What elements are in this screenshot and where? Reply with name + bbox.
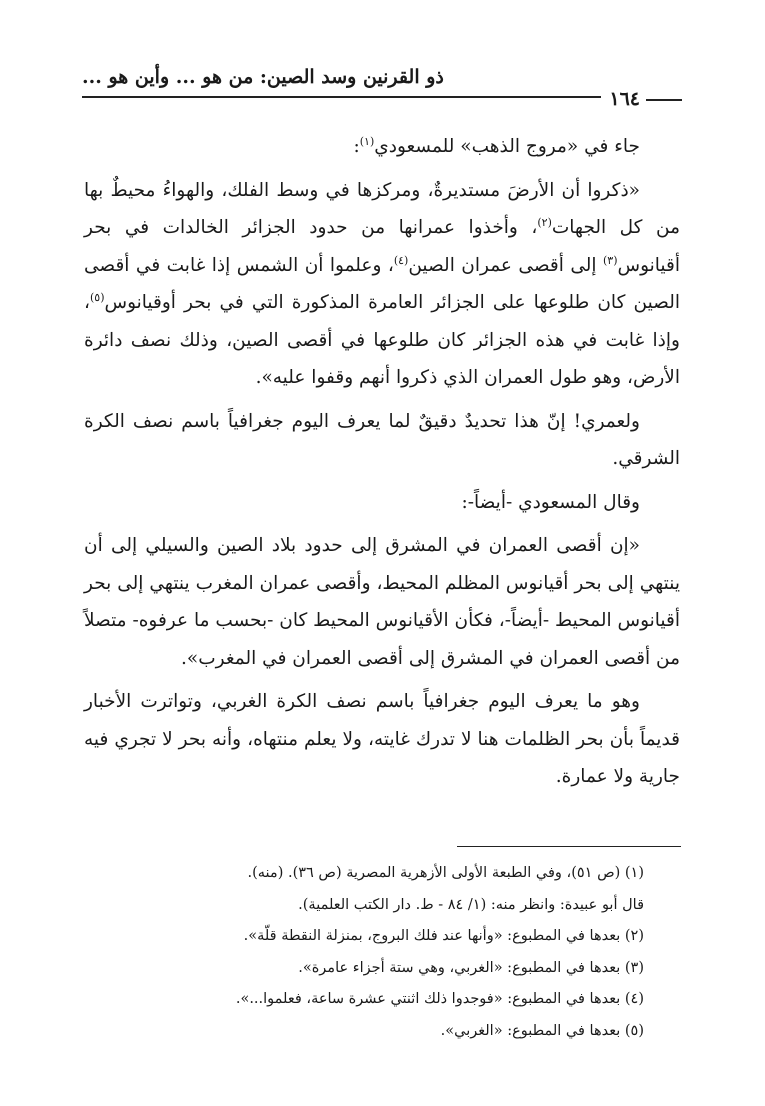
footnote-ref-2: (٢) xyxy=(537,215,552,229)
footnote-ref-5: (٥) xyxy=(89,290,105,304)
page-number: ١٦٤ xyxy=(601,88,682,110)
footnote-rule xyxy=(457,846,681,847)
footnote-3: (٣) بعدها في المطبوع: «الغربي، وهي ستة أجزاء عامرة». xyxy=(298,959,644,976)
paragraph-intro-2: وقال المسعودي -أيضاً-: xyxy=(461,491,640,513)
main-text xyxy=(84,128,680,802)
footnote-ref-1: (١) xyxy=(359,134,375,148)
footnote-4: (٤) بعدها في المطبوع: «فوجدوا ذلك اثنتي عشرة ساعة، فعلموا...». xyxy=(235,991,644,1007)
paragraph-commentary-1: ولعمري! إنّ هذا تحديدٌ دقيقٌ لما يعرف اليوم جغرافياً باسم نصف الكرة الشرقي. xyxy=(84,410,680,469)
paragraph-quote-2: «إن أقصى العمران في المشرق إلى حدود بلاد الصين والسيلي إلى أن ينتهي إلى بحر أقيانوس المظلم المحيط، وأقصى عمران المغرب ينتهي إلى بحر أقيانوس المحيط -أيضاً-، فكأن الأقيانوس المحيط كان -بحسب ما عرفوه- متصلاً من أقصى العمران في المشرق إلى أقصى العمران في المغرب». xyxy=(84,535,680,669)
footnote-5: (٥) بعدها في المطبوع: «الغربي». xyxy=(440,1022,644,1039)
footnote-1-extra: قال أبو عبيدة: وانظر منه: (١/ ٨٤ - ط. دار الكتب العلمية). xyxy=(298,896,644,913)
footnote-1: (١) (ص ٥١)، وفي الطبعة الأولى الأزهرية المصرية (ص ٣٦). (منه). xyxy=(247,865,644,881)
paragraph-quote-1: «ذكروا أن الأرضَ مستديرةٌ، ومركزها في وسط الفلك، والهواءُ محيطٌ بها من كل الجهات$^{(٢)}$، وأخذوا عمرانها من حدود الجزائر الخالدات في بحر أقيانوس$^{(٣)}$ إلى أقصى عمران الصين$^{(٤)}$، وعلموا أن الشمس إذا غابت في أقصى الصين كان طلوعها على الجزائر العامرة المذكورة التي في بحر أوقيانوس$^{(٥)}$، وإذا غابت في هذه الجزائر كان طلوعها في أقصى الصين، وذلك نصف دائرة الأرض، وهو طول العمران الذي ذكروا أنهم وقفوا عليه». xyxy=(84,179,680,388)
paragraph-commentary-2: وهو ما يعرف اليوم جغرافياً باسم نصف الكرة الغربي، وتواترت الأخبار قديماً بأن بحر الظلمات هنا لا تدرك غايته، ولا يعلم منتهاه، وأنه بحر لا تجري فيه جارية ولا عمارة. xyxy=(84,691,680,787)
footnote-2: (٢) بعدها في المطبوع: «وأنها عند فلك البروج، بمنزلة النقطة قلّة». xyxy=(243,928,644,944)
header-rule xyxy=(82,96,682,98)
running-header xyxy=(82,66,682,110)
paragraph-intro: جاء في «مروج الذهب» للمسعودي$^{(١)}$: xyxy=(353,134,640,157)
footnotes xyxy=(84,858,644,1047)
footnote-ref-4: (٤) xyxy=(393,253,409,267)
running-title: ذو القرنين وسد الصين: من هو ... وأين هو ... xyxy=(82,66,444,88)
footnote-ref-3: (٣) xyxy=(602,253,618,267)
